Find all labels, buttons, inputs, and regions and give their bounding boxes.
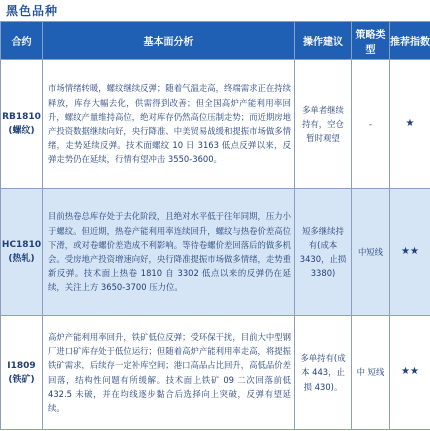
contract-cell: [1, 60, 43, 189]
rating-stars: ★★: [390, 189, 430, 316]
contract-name: (螺纹): [8, 126, 35, 136]
header-rating: 推荐指数: [390, 22, 430, 60]
strategy-table: [0, 21, 430, 430]
analysis-cell: 市场情绪转暖，螺纹继续反弹；随着气温走高，终端需求正在持续释放，库存大幅去化，供需得到改善；但全国高炉产能利用率回升，螺纹产量维持高位，绝对库存仍然高位压制走势；而近期房地产投资数据继续向好，央行降准、中美贸易战缓和提振市场做多情绪，走势延续反弹。技术面螺纹 10 日 3163 低点反弹以来，反弹走势仍在延续，行情有望冲击 3550-3600。: [43, 60, 295, 189]
rating-stars: ★★: [390, 316, 430, 430]
advice-cell: 多单持有(成本 443，止损 430)。: [295, 316, 352, 430]
strategy-type-cell: 中短线: [352, 189, 390, 316]
strategy-type-cell: 中 短线: [352, 316, 390, 430]
advice-cell: 短多继续持有(成本 3430，止损 3380): [295, 189, 352, 316]
table-row: [1, 189, 430, 316]
contract-cell: [1, 316, 43, 430]
header-advice: 操作建议: [295, 22, 352, 60]
contract-code: RB1810: [2, 112, 41, 122]
section-title: 黑色品种: [6, 4, 59, 18]
table-row: [1, 60, 430, 189]
analysis-cell: 目前热卷总库存处于去化阶段，且绝对水平低于往年同期，压力小于螺纹。但近期，热卷产能利用率连续回升，螺纹与热卷价差高位下滑，或对卷螺价差造成不利影响。等待卷螺价差回落后的做多机会。受房地产投资增速向好，央行降准提振市场做多情绪，走势重新反弹。技术面上热卷 1810 自 3302 低点以来的反弹仍在延续，关注上方 3650-3700 压力位。: [43, 189, 295, 316]
table-header-row: [1, 22, 430, 60]
strategy-type-cell: -: [352, 60, 390, 189]
contract-code: I1809: [7, 360, 36, 371]
rating-stars: ★: [390, 60, 430, 189]
table-row: [1, 316, 430, 430]
contract-cell: [1, 189, 43, 316]
header-analysis: 基本面分析: [43, 22, 295, 60]
contract-code: HC1810: [1, 240, 42, 250]
header-contract: 合约: [1, 22, 43, 60]
contract-name: (铁矿): [8, 374, 35, 385]
advice-cell: 多单者继续持有，空仓暂时观望: [295, 60, 352, 189]
analysis-cell: 高炉产能利用率回升，铁矿低位反弹；受环保干扰，目前大中型钢厂进口矿库存处于低位运行；但随着高炉产能利用率走高，将提振铁矿需求，后续存一定补库空间；港口高品占比回升，高低品价差回落，结构性问题有所缓解。技术面上铁矿 09 二次回落前低 432.5 未破，并在均线逐步黏合后选择向上突破，反弹有望延续。: [43, 316, 295, 430]
header-strategy-type: 策略类型: [352, 22, 390, 60]
contract-name: (热轧): [8, 254, 35, 264]
